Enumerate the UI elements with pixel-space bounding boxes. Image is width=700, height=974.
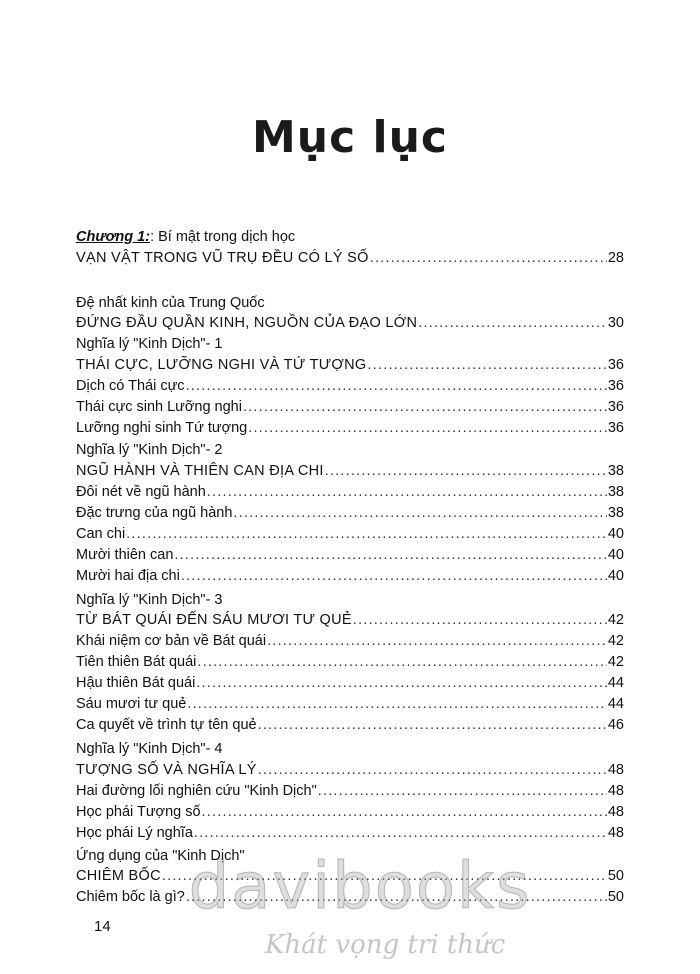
toc-entry-title: Ca quyết về trình tự tên quẻ bbox=[76, 717, 257, 733]
toc-leader-dots bbox=[186, 376, 607, 397]
toc-entry-title: Học phái Lý nghĩa bbox=[76, 825, 193, 841]
toc-entry-title: Đôi nét về ngũ hành bbox=[76, 484, 206, 500]
toc-entry bbox=[76, 248, 624, 269]
toc-entry-page: 40 bbox=[607, 526, 624, 542]
toc-entry-title: Sáu mươi tư quẻ bbox=[76, 696, 187, 712]
toc-leader-dots bbox=[194, 823, 607, 844]
watermark-tagline: Khát vọng tri thức bbox=[265, 930, 506, 960]
toc-entry-title: Mười hai địa chi bbox=[76, 568, 180, 584]
toc-leader-dots bbox=[174, 545, 606, 566]
toc-entry-page: 50 bbox=[607, 889, 624, 905]
toc-entry-title: Khái niệm cơ bản về Bát quái bbox=[76, 633, 267, 649]
toc-entry-page: 30 bbox=[607, 315, 624, 331]
toc-leader-dots bbox=[233, 503, 606, 524]
toc-entry-title: TỪ BÁT QUÁI ĐẾN SÁU MƯƠI TƯ QUẺ bbox=[76, 612, 352, 628]
toc-entry-page: 50 bbox=[607, 868, 624, 884]
toc-leader-dots bbox=[418, 313, 607, 334]
toc-entry bbox=[76, 781, 624, 802]
toc-entry-title: Chiêm bốc là gì? bbox=[76, 889, 185, 905]
toc-entry-page: 46 bbox=[607, 717, 624, 733]
toc-entry bbox=[76, 760, 624, 781]
toc-leader-dots bbox=[207, 482, 607, 503]
page-number: 14 bbox=[94, 918, 111, 935]
toc-entry bbox=[76, 524, 624, 545]
toc-entry-title: THÁI CỰC, LƯỠNG NGHI VÀ TỨ TƯỢNG bbox=[76, 357, 367, 373]
toc-entry-page: 36 bbox=[607, 378, 624, 394]
toc-leader-dots bbox=[267, 631, 607, 652]
toc-entry-title: Dịch có Thái cực bbox=[76, 378, 185, 394]
toc-entry-title: VẠN VẬT TRONG VŨ TRỤ ĐỀU CÓ LÝ SỐ bbox=[76, 250, 369, 266]
toc-entry bbox=[76, 802, 624, 823]
toc-section-heading: Đệ nhất kinh của Trung Quốc bbox=[76, 295, 265, 311]
chapter-heading bbox=[76, 227, 295, 248]
toc-leader-dots bbox=[258, 760, 607, 781]
toc-entry-page: 38 bbox=[607, 505, 624, 521]
toc-entry-title: Hậu thiên Bát quái bbox=[76, 675, 196, 691]
toc-entry bbox=[76, 715, 624, 736]
toc-entry bbox=[76, 631, 624, 652]
toc-entry-page: 40 bbox=[607, 547, 624, 563]
toc-entry-page: 44 bbox=[607, 675, 624, 691]
toc-entry-page: 48 bbox=[607, 804, 624, 820]
toc-entry-page: 48 bbox=[607, 783, 624, 799]
toc-entry-title: Tiên thiên Bát quái bbox=[76, 654, 197, 670]
toc-section-heading: Nghĩa lý "Kinh Dịch"- 3 bbox=[76, 592, 223, 608]
toc-entry bbox=[76, 355, 624, 376]
toc-leader-dots bbox=[202, 802, 607, 823]
toc-leader-dots bbox=[370, 248, 607, 269]
toc-leader-dots bbox=[353, 610, 607, 631]
toc-leader-dots bbox=[318, 781, 607, 802]
toc-entry-title: CHIÊM BỐC bbox=[76, 868, 161, 884]
toc-entry bbox=[76, 673, 624, 694]
toc-entry-page: 36 bbox=[607, 357, 624, 373]
toc-entry-page: 40 bbox=[607, 568, 624, 584]
toc-entry-title: Đặc trưng của ngũ hành bbox=[76, 505, 233, 521]
toc-section-heading: Nghĩa lý "Kinh Dịch"- 1 bbox=[76, 336, 223, 352]
toc-entry-page: 44 bbox=[607, 696, 624, 712]
toc-entry-title: Lưỡng nghi sinh Tứ tượng bbox=[76, 420, 248, 436]
toc-entry bbox=[76, 545, 624, 566]
toc-entry-page: 36 bbox=[607, 420, 624, 436]
toc-entry-page: 36 bbox=[607, 399, 624, 415]
toc-leader-dots bbox=[243, 397, 607, 418]
toc-entry bbox=[76, 418, 624, 439]
toc-entry-title: TƯỢNG SỐ VÀ NGHĨA LÝ bbox=[76, 762, 257, 778]
toc-entry-page: 42 bbox=[607, 633, 624, 649]
toc-entry-title: Hai đường lối nghiên cứu "Kinh Dịch" bbox=[76, 783, 317, 799]
toc-entry bbox=[76, 461, 624, 482]
toc-leader-dots bbox=[126, 524, 607, 545]
toc-entry bbox=[76, 482, 624, 503]
toc-leader-dots bbox=[258, 715, 607, 736]
toc-section-heading: Nghĩa lý "Kinh Dịch"- 2 bbox=[76, 442, 223, 458]
page-title: Mục lục bbox=[252, 112, 448, 163]
toc-entry-title: Can chi bbox=[76, 526, 126, 542]
toc-entry bbox=[76, 610, 624, 631]
toc-entry bbox=[76, 313, 624, 334]
toc-entry-title: Thái cực sinh Lưỡng nghi bbox=[76, 399, 242, 415]
toc-leader-dots bbox=[325, 461, 607, 482]
toc-entry-page: 48 bbox=[607, 825, 624, 841]
toc-leader-dots bbox=[248, 418, 607, 439]
toc-leader-dots bbox=[181, 566, 607, 587]
toc-leader-dots bbox=[187, 694, 607, 715]
toc-leader-dots bbox=[197, 652, 606, 673]
toc-section-heading: Ứng dụng của "Kinh Dịch" bbox=[76, 848, 245, 864]
toc-entry-page: 28 bbox=[607, 250, 624, 266]
chapter-label: Chương 1: bbox=[76, 229, 151, 245]
toc-entry bbox=[76, 566, 624, 587]
toc-entry bbox=[76, 694, 624, 715]
toc-entry-page: 38 bbox=[607, 484, 624, 500]
toc-entry bbox=[76, 397, 624, 418]
toc-entry-title: NGŨ HÀNH VÀ THIÊN CAN ĐỊA CHI bbox=[76, 463, 324, 479]
toc-entry-page: 42 bbox=[607, 612, 624, 628]
toc-entry-page: 38 bbox=[607, 463, 624, 479]
toc-entry bbox=[76, 376, 624, 397]
toc-entry bbox=[76, 503, 624, 524]
toc-entry-page: 42 bbox=[607, 654, 624, 670]
toc-entry-title: Mười thiên can bbox=[76, 547, 174, 563]
watermark-brand: davibooks bbox=[188, 850, 532, 924]
toc-entry-title: ĐỨNG ĐẦU QUẦN KINH, NGUỒN CỦA ĐẠO LỚN bbox=[76, 315, 418, 331]
toc-entry bbox=[76, 823, 624, 844]
chapter-title: : Bí mật trong dịch học bbox=[150, 229, 296, 245]
toc-entry bbox=[76, 652, 624, 673]
toc-section-heading: Nghĩa lý "Kinh Dịch"- 4 bbox=[76, 741, 223, 757]
toc-entry-page: 48 bbox=[607, 762, 624, 778]
toc-leader-dots bbox=[196, 673, 607, 694]
toc-entry-title: Học phái Tượng số bbox=[76, 804, 201, 820]
toc-leader-dots bbox=[368, 355, 607, 376]
